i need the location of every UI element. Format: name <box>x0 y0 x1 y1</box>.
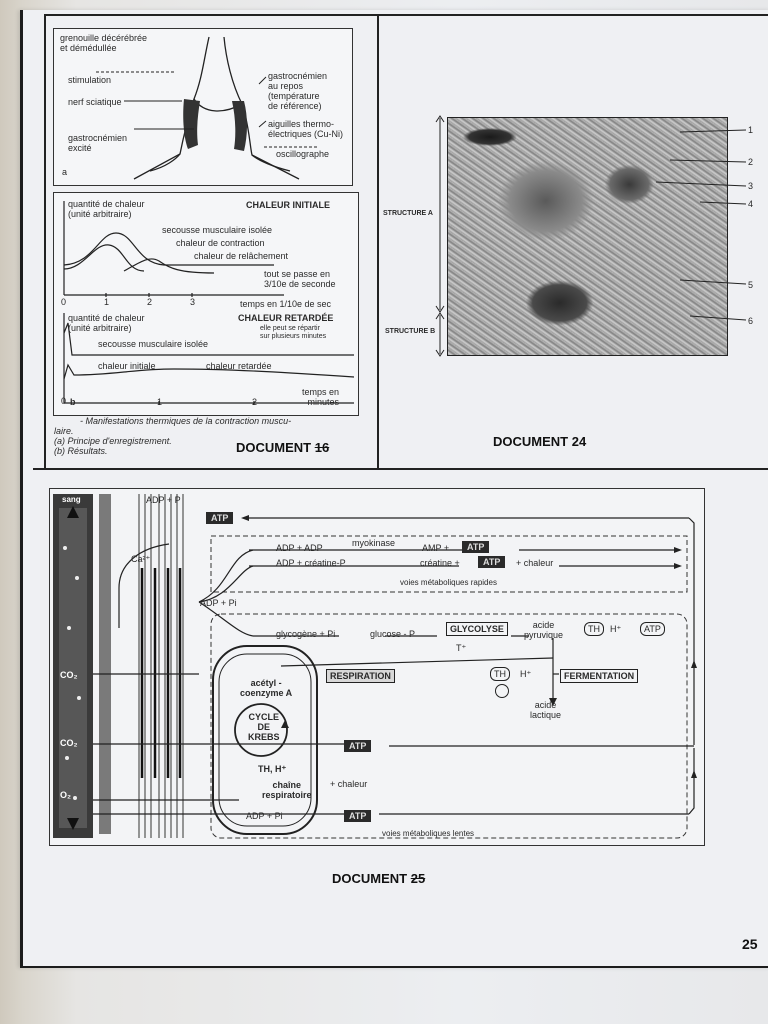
fast-row2-right: créatine + <box>420 558 460 568</box>
delayed-xlabel: temps en minutes <box>302 387 340 407</box>
label-stimulation: stimulation <box>68 75 112 85</box>
recording-setup-panel <box>53 28 353 186</box>
doc25-title <box>332 871 425 886</box>
doc16-caption-line-1: - Manifestations thermiques de la contraction muscu- <box>80 416 292 426</box>
delayed-legend-delayed: chaleur retardée <box>206 361 272 371</box>
horizontal-divider <box>33 468 768 470</box>
curve-relaxation-heat <box>124 259 214 273</box>
marker-4: 4 <box>748 199 754 209</box>
initial-title: CHALEUR INITIALE <box>246 200 330 210</box>
fast-row1-left: ADP + ADP <box>276 543 323 553</box>
marker-6: 6 <box>748 316 754 326</box>
h-plus-1: H⁺ <box>610 624 622 634</box>
doc16-caption-line-4: (b) Résultats. <box>54 446 108 456</box>
adp-pi-bottom: ADP + Pi <box>246 811 283 821</box>
delayed-ylabel: quantité de chaleur (unité arbitraire) <box>68 313 145 333</box>
delayed-title: CHALEUR RETARDÉE <box>238 313 334 323</box>
doc16-title-prefix: DOCUMENT <box>236 440 315 455</box>
th-badge-2: TH <box>490 667 510 681</box>
doc16-title <box>236 440 329 455</box>
fermentation-box: FERMENTATION <box>560 669 638 683</box>
t-badge <box>495 684 509 698</box>
adp-p-top: ADP + P <box>146 495 181 505</box>
delayed-legend-twitch: secousse musculaire isolée <box>98 339 209 349</box>
label-oscillograph: oscillographe <box>276 149 330 159</box>
glycogen-label: glycogène + Pi <box>276 629 336 639</box>
heat-fast-label: + chaleur <box>516 558 554 568</box>
initial-tick-3: 3 <box>190 297 196 307</box>
fast-row1-right: AMP + <box>422 543 450 553</box>
label-needles: aiguilles thermo- électriques (Cu-Ni) <box>268 119 344 139</box>
fast-pathways-label: voies métaboliques rapides <box>400 578 497 587</box>
th-h-label: TH, H⁺ <box>258 764 287 774</box>
label-frog: grenouille décérébrée et démédullée <box>60 33 148 53</box>
initial-legend-contraction: chaleur de contraction <box>176 238 265 248</box>
doc16-caption-line-2: laire. <box>54 426 74 436</box>
h-plus-2: H⁺ <box>520 669 532 679</box>
results-panel <box>53 192 359 416</box>
atp-slow1-badge: ATP <box>344 740 371 752</box>
structure-a-label: STRUCTURE A <box>383 210 433 217</box>
delayed-tick-2: 2 <box>252 397 258 407</box>
micrograph-annotations <box>380 110 768 360</box>
respiratory-chain: chaîne respiratoire <box>262 780 312 800</box>
initial-tick-2: 2 <box>147 297 153 307</box>
slow-pathways-label: voies métaboliques lentes <box>382 829 475 838</box>
atp-fast2-badge: ATP <box>478 556 505 568</box>
heat-slow-label: + chaleur <box>330 779 368 789</box>
blood-label: sang <box>62 495 81 504</box>
th-badge-1: TH <box>584 622 604 636</box>
left-border <box>44 14 46 470</box>
pyruvic-acid: acide pyruvique <box>524 620 564 640</box>
delayed-tick-0: 0 <box>61 396 67 406</box>
initial-legend-twitch: secousse musculaire isolée <box>162 225 273 235</box>
co2-2: CO₂ <box>60 738 78 748</box>
marker-2: 2 <box>748 157 754 167</box>
glycolysis-box: GLYCOLYSE <box>446 622 508 636</box>
adp-pi-mid: ADP + Pi <box>200 598 237 608</box>
doc16-number: 16 <box>314 440 330 455</box>
label-part-a: a <box>62 167 68 177</box>
vertical-divider <box>377 14 379 470</box>
part-b-label: b <box>70 397 76 407</box>
initial-note: tout se passe en 3/10e de seconde <box>264 269 336 289</box>
atp-slow2-badge: ATP <box>344 810 371 822</box>
page-number: 25 <box>742 936 758 952</box>
o2-label: O₂ <box>60 790 71 800</box>
krebs-cycle-label: CYCLE DE KREBS <box>248 712 280 742</box>
structure-b-label: STRUCTURE B <box>385 328 436 335</box>
myokinase-label: myokinase <box>352 538 396 548</box>
marker-5: 5 <box>748 280 754 290</box>
muscle-fiber-edge <box>99 494 111 834</box>
initial-xlabel: temps en 1/10e de sec <box>240 299 332 309</box>
label-gastro-rest: gastrocnémien au repos (température de référence) <box>268 71 328 111</box>
doc24-title: DOCUMENT 24 <box>493 434 587 449</box>
initial-tick-1: 1 <box>104 297 110 307</box>
delayed-subtitle: elle peut se répartir sur plusieurs minutes <box>260 325 327 340</box>
atp-top-badge: ATP <box>206 512 233 524</box>
atp-pyr-badge: ATP <box>640 622 665 636</box>
calcium-label: Ca²⁺ <box>131 554 151 564</box>
label-gastro-excited: gastrocnémien excité <box>68 133 128 153</box>
glucose-p-label: glucose - P <box>370 629 416 639</box>
delayed-tick-1: 1 <box>157 397 163 407</box>
t-plus-label: T⁺ <box>456 643 467 653</box>
atp-fast1-badge: ATP <box>462 541 489 553</box>
doc25-number: 25 <box>410 871 426 886</box>
respiration-box: RESPIRATION <box>326 669 395 683</box>
delayed-legend-initial: chaleur initiale <box>98 361 156 371</box>
initial-legend-relaxation: chaleur de relâchement <box>194 251 289 261</box>
initial-ylabel: quantité de chaleur (unité arbitraire) <box>68 199 145 219</box>
marker-3: 3 <box>748 181 754 191</box>
lactic-acid: acide lactique <box>530 700 562 720</box>
doc25-title-prefix: DOCUMENT <box>332 871 411 886</box>
label-sciatic-nerve: nerf sciatique <box>68 97 122 107</box>
top-border <box>46 14 768 16</box>
doc16-caption-line-3: (a) Principe d'enregistrement. <box>54 436 172 446</box>
acetyl-coa: acétyl - coenzyme A <box>240 678 293 698</box>
marker-1: 1 <box>748 125 754 135</box>
fast-row2-left: ADP + créatine-P <box>276 558 346 568</box>
co2-1: CO₂ <box>60 670 78 680</box>
excited-muscle-shape <box>183 99 200 149</box>
initial-tick-0: 0 <box>61 297 67 307</box>
rest-muscle-shape <box>232 101 247 151</box>
